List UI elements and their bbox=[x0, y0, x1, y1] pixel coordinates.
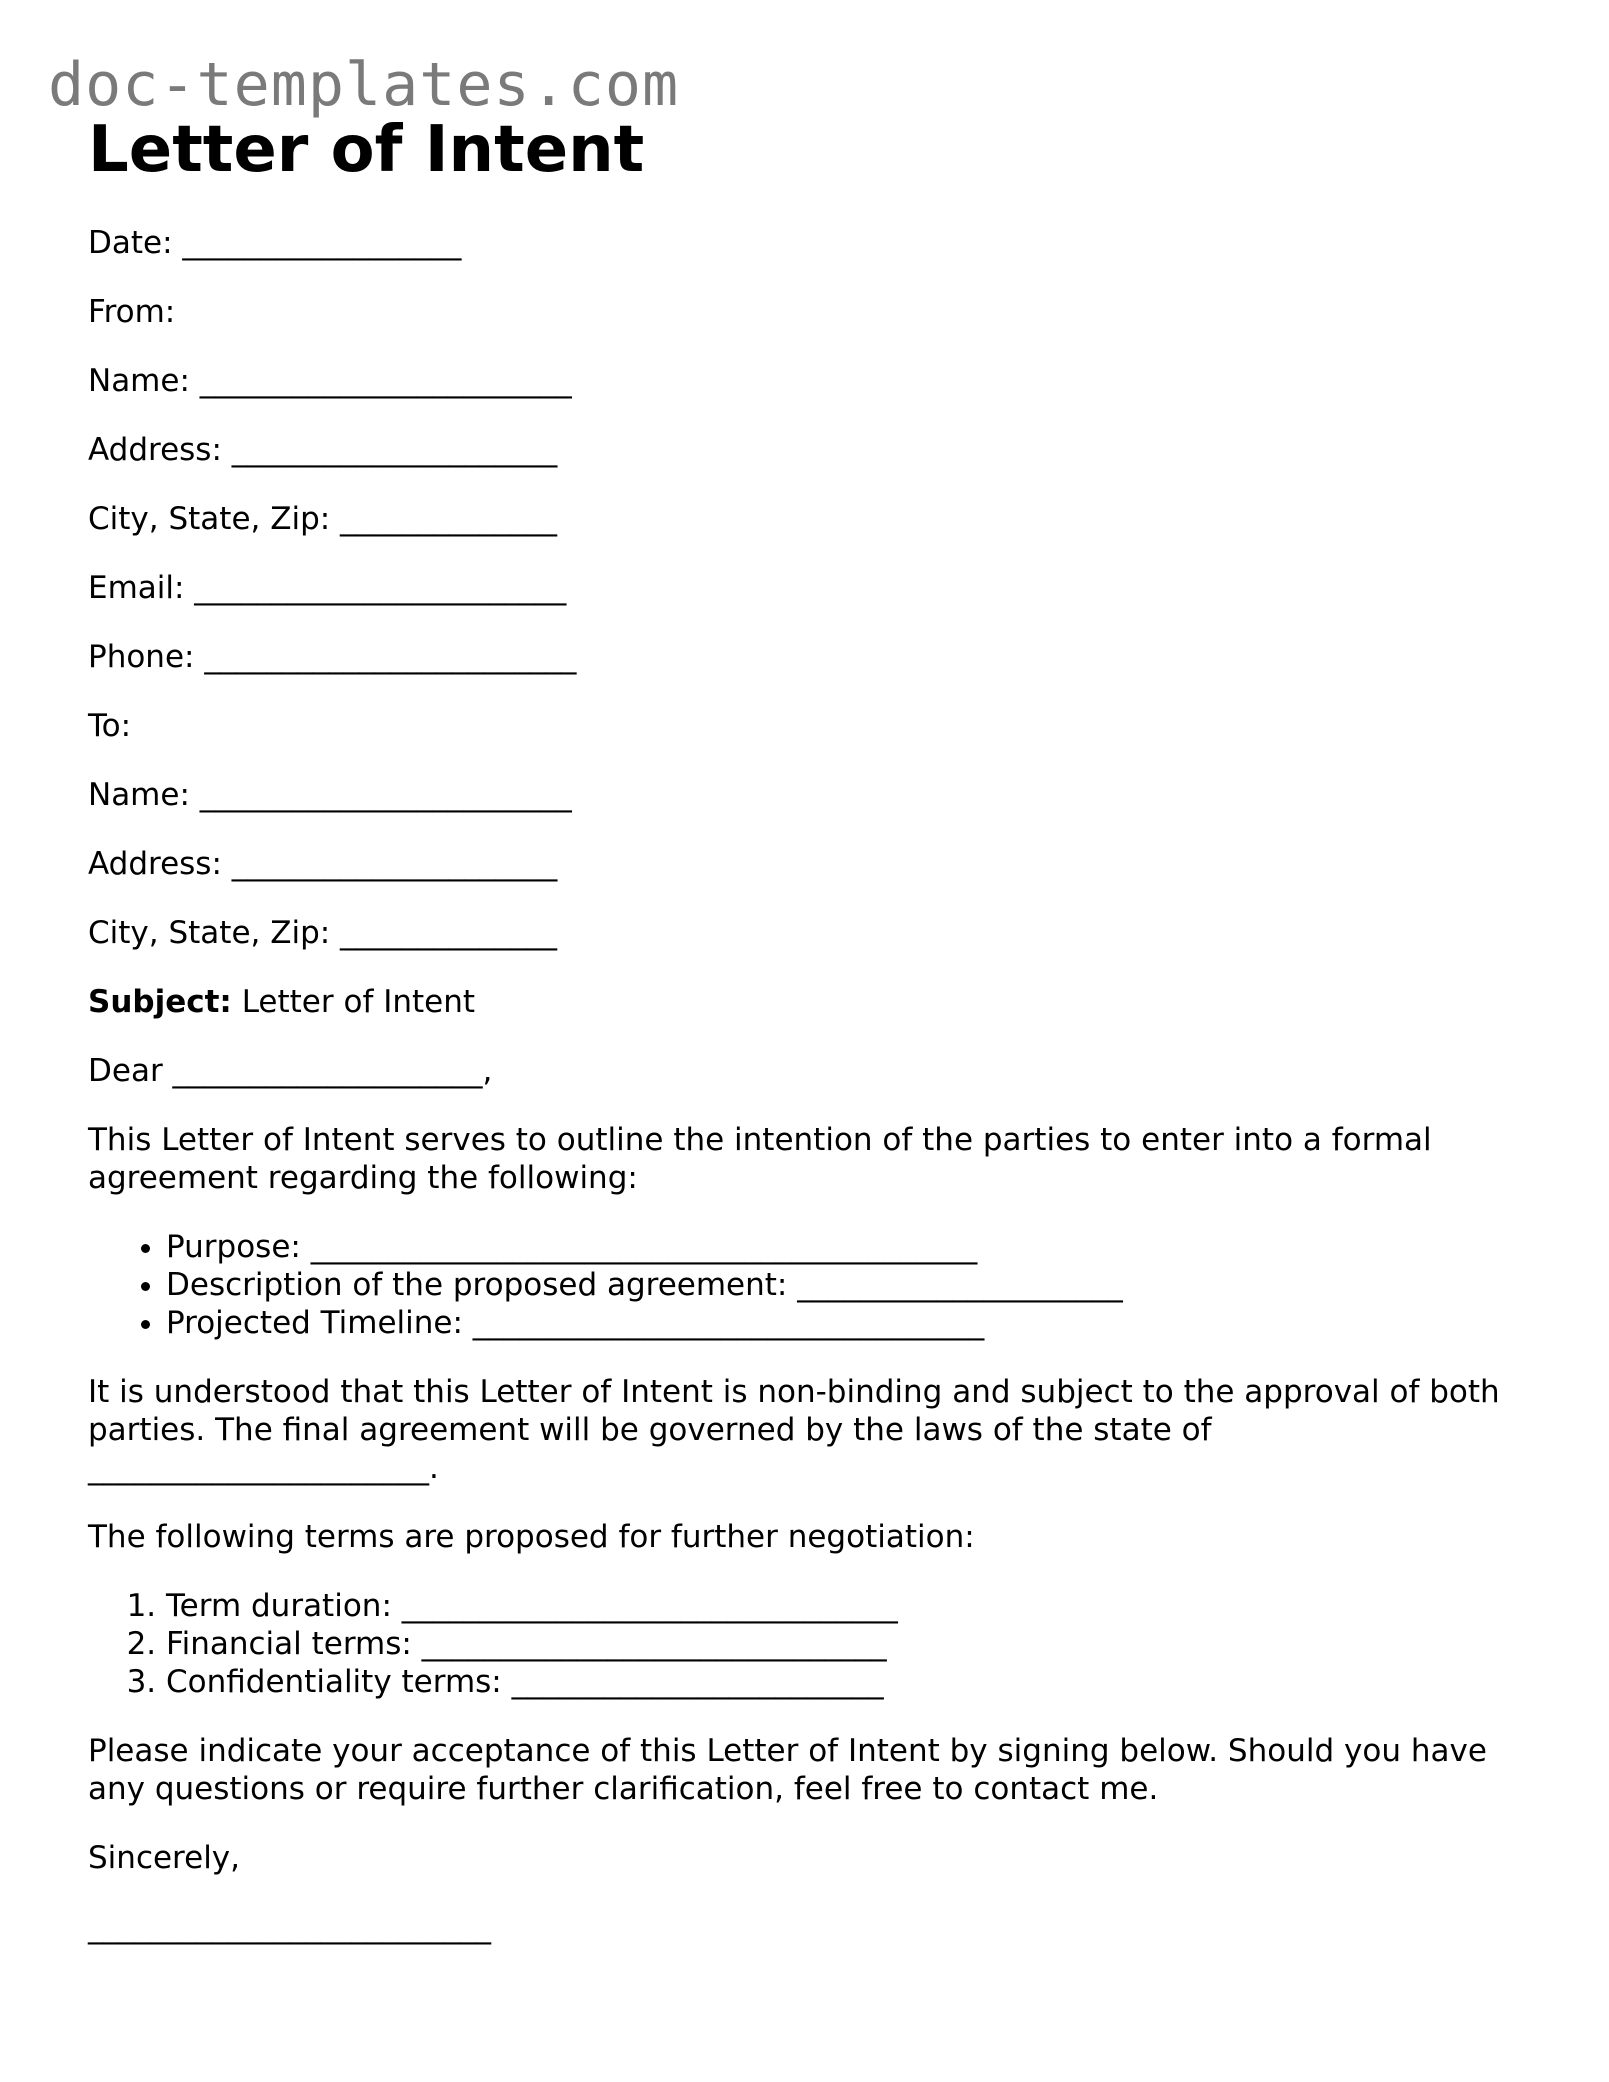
from-label: From: bbox=[88, 294, 176, 330]
subject-line bbox=[88, 983, 1528, 1021]
list-item[interactable]: • Description of the proposed agreement: _____________________ bbox=[166, 1266, 1528, 1304]
to-name-field[interactable]: Name: ________________________ bbox=[88, 777, 572, 813]
from-city-field[interactable]: City, State, Zip: ______________ bbox=[88, 501, 558, 537]
nonbinding-paragraph: It is understood that this Letter of Intent is non-binding and subject to the approval of both parties. The final agreement will be governed by the laws of the state of ______________________. bbox=[88, 1374, 1500, 1486]
closing-paragraph: Please indicate your acceptance of this Letter of Intent by signing below. Should you have any questions or require further clarification, feel free to contact me. bbox=[88, 1733, 1487, 1807]
subject-label: Subject: bbox=[88, 984, 232, 1020]
list-item[interactable]: 3. Confidentiality terms: ________________________ bbox=[166, 1663, 1528, 1701]
list-item[interactable]: 1. Term duration: ________________________________ bbox=[166, 1587, 1528, 1625]
subject-value: Letter of Intent bbox=[231, 984, 476, 1020]
agreement-list bbox=[88, 1228, 1528, 1342]
list-item[interactable]: • Projected Timeline: _________________________________ bbox=[166, 1304, 1528, 1342]
list-item[interactable]: 2. Financial terms: ______________________________ bbox=[166, 1625, 1528, 1663]
signature-line[interactable]: __________________________ bbox=[88, 1909, 491, 1945]
date-field[interactable]: Date: __________________ bbox=[88, 225, 462, 261]
sincerely-text: Sincerely, bbox=[88, 1840, 241, 1876]
page-title: Letter of Intent bbox=[88, 113, 645, 187]
watermark: doc-templates.com bbox=[48, 50, 680, 120]
to-city-field[interactable]: City, State, Zip: ______________ bbox=[88, 915, 558, 951]
to-address-field[interactable]: Address: _____________________ bbox=[88, 846, 558, 882]
from-email-field[interactable]: Email: ________________________ bbox=[88, 570, 567, 606]
letter-document bbox=[88, 110, 1528, 1946]
from-name-field[interactable]: Name: ________________________ bbox=[88, 363, 572, 399]
from-phone-field[interactable]: Phone: ________________________ bbox=[88, 639, 577, 675]
terms-list bbox=[88, 1587, 1528, 1701]
terms-intro: The following terms are proposed for further negotiation: bbox=[88, 1519, 975, 1555]
list-item[interactable]: • Purpose: ___________________________________________ bbox=[166, 1228, 1528, 1266]
salutation-field[interactable]: Dear ____________________, bbox=[88, 1053, 493, 1089]
from-address-field[interactable]: Address: _____________________ bbox=[88, 432, 558, 468]
to-label: To: bbox=[88, 708, 132, 744]
intro-paragraph: This Letter of Intent serves to outline the intention of the parties to enter into a formal agreement regarding the following: bbox=[88, 1122, 1432, 1196]
